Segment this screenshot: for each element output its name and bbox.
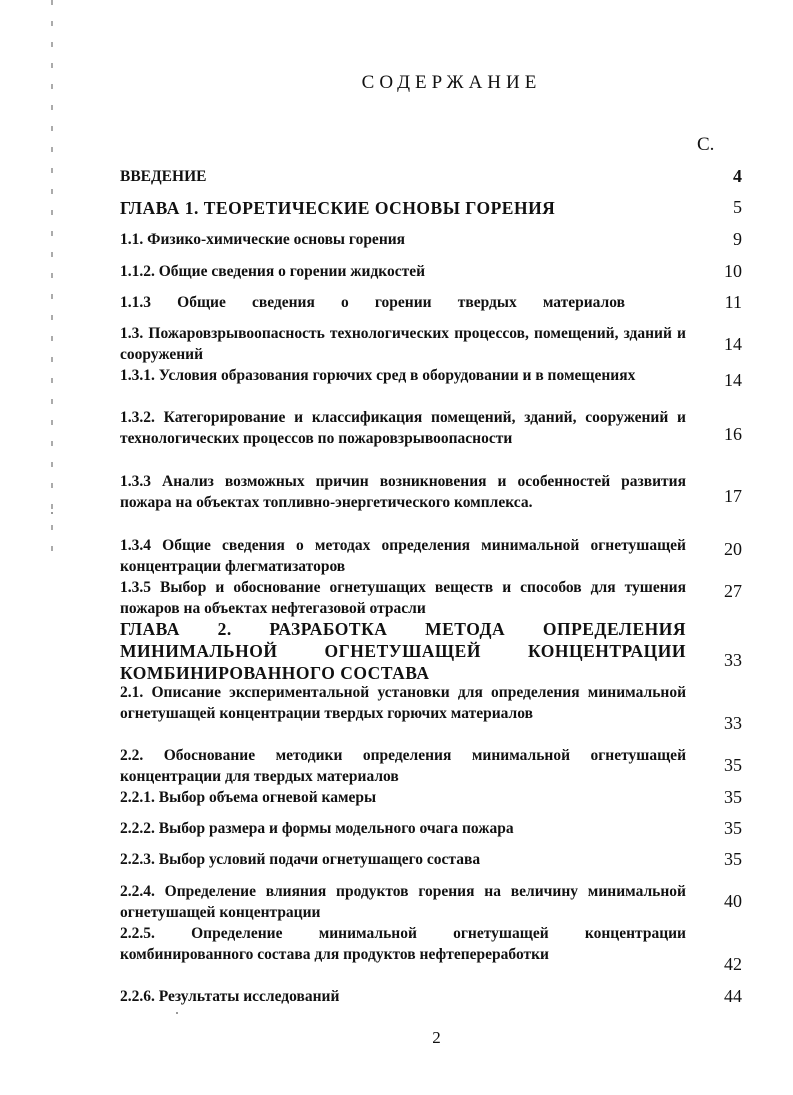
toc-page-number: 27 <box>724 581 742 601</box>
toc-entry-text: 1.1.2. Общие сведения о горении жидкостей <box>120 263 426 280</box>
toc-page-number: 35 <box>724 818 742 838</box>
toc-page-number: 33 <box>724 713 742 733</box>
toc-page-number: 16 <box>724 424 742 444</box>
toc-page-number: 10 <box>724 261 742 281</box>
toc-page-number: 42 <box>724 954 742 974</box>
toc-entry[interactable] <box>120 745 686 787</box>
toc-entry[interactable] <box>120 323 686 365</box>
toc-entry[interactable] <box>120 365 686 386</box>
scan-speck <box>51 512 53 514</box>
toc-entry[interactable] <box>120 881 686 923</box>
toc-entry[interactable] <box>120 407 686 449</box>
toc-entry[interactable] <box>120 986 686 1007</box>
toc-entry[interactable] <box>120 787 686 808</box>
toc-page-number: 5 <box>733 197 742 217</box>
toc-page-number: 14 <box>724 370 742 390</box>
toc-page-number: 35 <box>724 787 742 807</box>
toc-entry-chapter[interactable] <box>120 618 686 684</box>
toc-entry[interactable] <box>120 923 686 965</box>
toc-entry[interactable] <box>120 261 686 282</box>
scan-speck <box>176 1012 178 1014</box>
toc-page-number: 4 <box>733 166 742 186</box>
toc-entry-text: 1.3.3 Анализ возможных причин возникновения и особенностей развития пожара на объектах топливно-энергетического комплекса. <box>120 473 686 511</box>
toc-page-number: 44 <box>724 986 742 1006</box>
toc-entry[interactable] <box>120 166 686 187</box>
toc-entry-text: 2.2.1. Выбор объема огневой камеры <box>120 789 377 806</box>
toc-page-number: 33 <box>724 650 742 670</box>
toc-entry-text: 2.2.4. Определение влияния продуктов горения на величину минимальной огнетушащей концентрации <box>120 883 686 921</box>
toc-entry[interactable] <box>120 849 686 870</box>
toc-entry-text: 2.2.2. Выбор размера и формы модельного очага пожара <box>120 820 514 837</box>
toc-entry-text: 1.3.4 Общие сведения о методах определения минимальной огнетушащей концентрации флегматизаторов <box>120 537 686 575</box>
toc-entry-chapter[interactable] <box>120 197 686 219</box>
toc-entry-text: 1.3. Пожаровзрывоопасность технологических процессов, помещений, зданий и сооружений <box>120 325 686 363</box>
toc-entry-text: ГЛАВА 1. ТЕОРЕТИЧЕСКИЕ ОСНОВЫ ГОРЕНИЯ <box>120 198 556 218</box>
toc-page-number: 17 <box>724 486 742 506</box>
toc-entry-text: 2.2. Обоснование методики определения минимальной огнетушащей концентрации для твердых материалов <box>120 747 686 785</box>
toc-entry[interactable] <box>120 818 686 839</box>
toc-entry[interactable] <box>120 471 686 513</box>
toc-entry-text: 2.2.6. Результаты исследований <box>120 988 340 1005</box>
toc-entry-text: 1.3.1. Условия образования горючих сред в оборудовании и в помещениях <box>120 367 636 384</box>
page-number: 2 <box>432 1028 441 1047</box>
toc-entry-text: 1.3.2. Категорирование и классификация помещений, зданий, сооружений и технологических процессов по пожаровзрывоопасности <box>120 409 686 447</box>
toc-entry[interactable] <box>120 292 625 313</box>
page-column-label: С. <box>697 134 715 155</box>
toc-entry[interactable] <box>120 577 686 619</box>
toc-entry-text: 1.3.5 Выбор и обоснование огнетушащих веществ и способов для тушения пожаров на объектах нефтегазовой отрасли <box>120 579 686 617</box>
toc-entry[interactable] <box>120 535 686 577</box>
toc-page-number: 9 <box>733 229 742 249</box>
toc-entry-text: ВВЕДЕНИЕ <box>120 168 207 185</box>
toc-entry[interactable] <box>120 229 686 250</box>
toc-page-number: 11 <box>724 292 742 312</box>
toc-page-number: 35 <box>724 755 742 775</box>
toc-entry-text: 2.2.3. Выбор условий подачи огнетушащего состава <box>120 851 481 868</box>
toc-entry-text: ГЛАВА 2. РАЗРАБОТКА МЕТОДА ОПРЕДЕЛЕНИЯ МИНИМАЛЬНОЙ ОГНЕТУШАЩЕЙ КОНЦЕНТРАЦИИ КОМБИНИРОВАННОГО СОСТАВА <box>120 619 686 683</box>
toc-page-number: 14 <box>724 334 742 354</box>
toc-entry[interactable] <box>120 682 686 724</box>
toc-page-number: 35 <box>724 849 742 869</box>
toc-entry-text: 1.1. Физико-химические основы горения <box>120 231 406 248</box>
toc-page-number: 40 <box>724 891 742 911</box>
toc-entry-text: 2.2.5. Определение минимальной огнетушащей концентрации комбинированного состава для продуктов нефтепереработки <box>120 925 686 963</box>
toc-entry-text: 1.1.3 Общие сведения о горении твердых материалов <box>120 294 625 311</box>
toc-page-number: 20 <box>724 539 742 559</box>
page-title: СОДЕРЖАНИЕ <box>361 72 542 93</box>
toc-entry-text: 2.1. Описание экспериментальной установки для определения минимальной огнетушащей концентрации твердых горючих материалов <box>120 684 686 722</box>
